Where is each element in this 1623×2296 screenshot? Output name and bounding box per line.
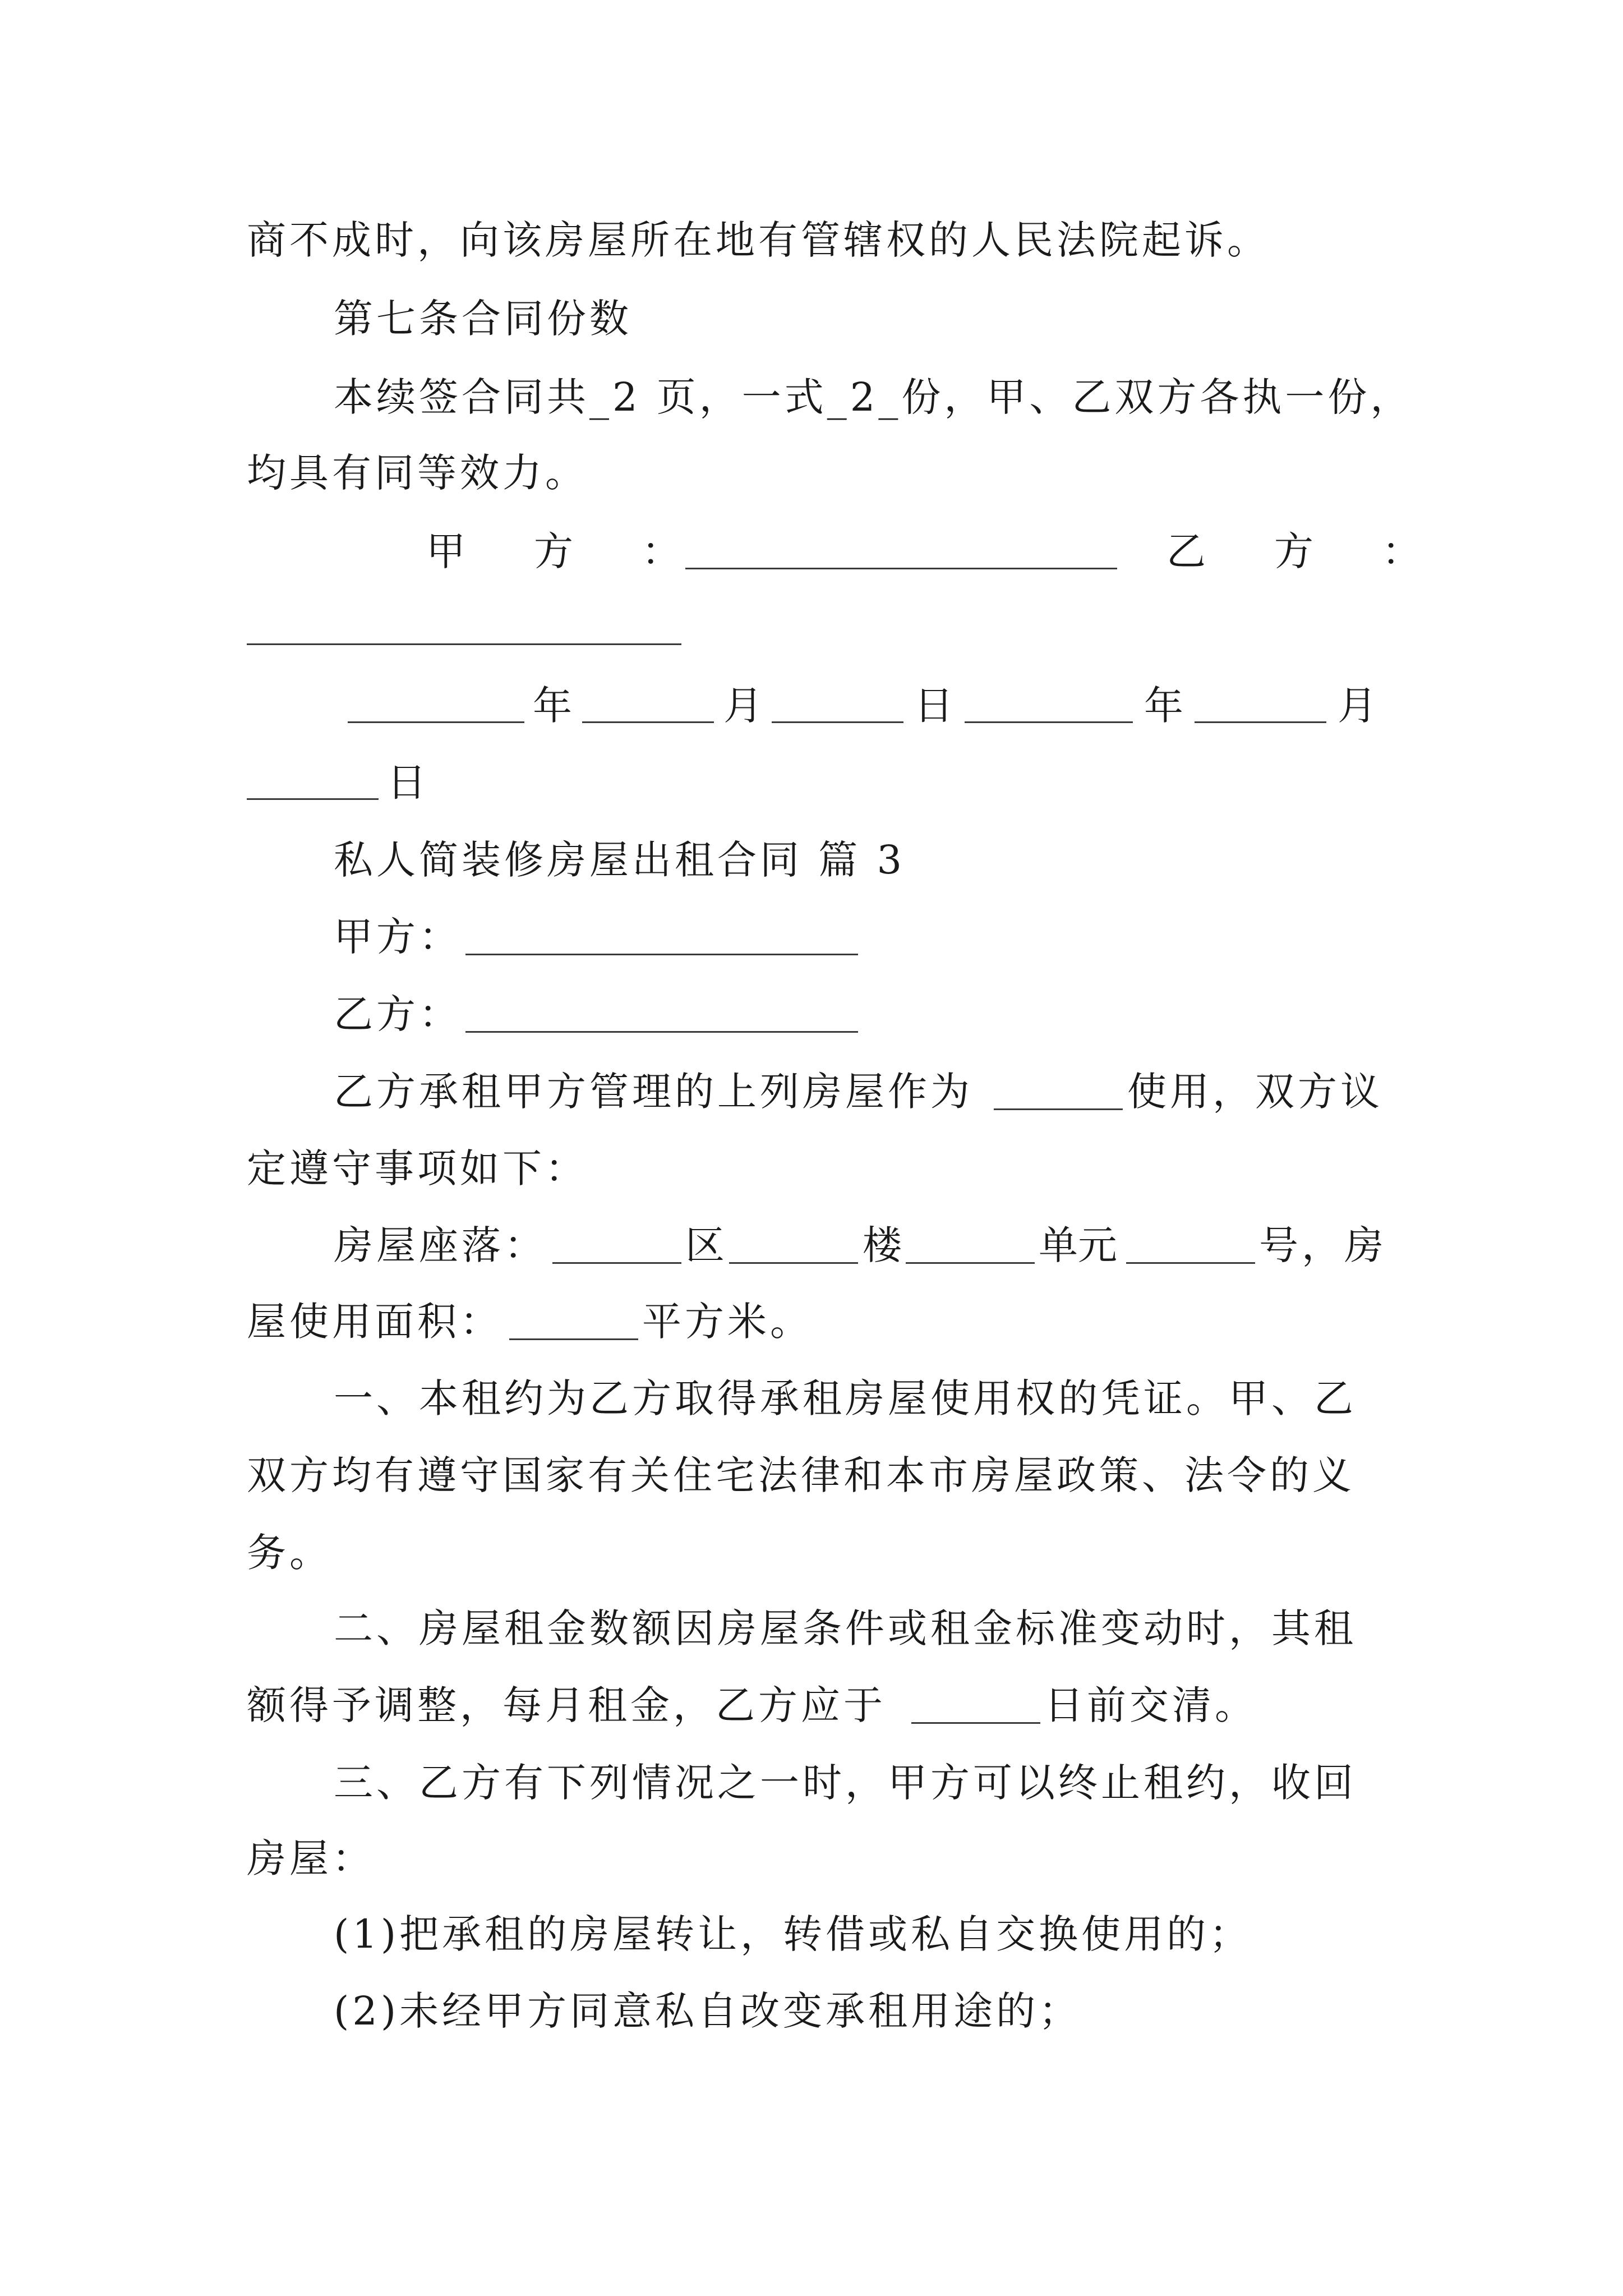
- address-label: 房屋座落：: [334, 1222, 547, 1268]
- clause-1-text: 一、本租约为乙方取得承租房屋使用权的凭证。甲、乙: [334, 1375, 1357, 1421]
- area-blank[interactable]: [509, 1338, 638, 1340]
- date-month-blank[interactable]: [582, 721, 714, 723]
- list-item: (1)把承租的房屋转让，转借或私自交换使用的；: [334, 1911, 1252, 1957]
- address-unit-blank[interactable]: [906, 1262, 1035, 1264]
- area-label: 屋使用面积：: [247, 1299, 502, 1345]
- address-district-label: 区: [685, 1222, 725, 1268]
- clause-3-text: 三、乙方有下列情况之一时，甲方可以终止租约，收回: [334, 1760, 1357, 1806]
- date-day-label: 日: [914, 683, 953, 729]
- clause-1-text: 务。: [247, 1530, 332, 1576]
- clause-2-text: 额得予调整，每月租金，乙方应于: [247, 1682, 886, 1728]
- area-unit-label: 平方米。: [642, 1299, 813, 1345]
- text-line: 本续签合同共_2 页，一式_2_份，甲、乙双方各执一份，: [334, 374, 1413, 420]
- address-number-blank[interactable]: [1126, 1262, 1255, 1264]
- signature-party-b-label: 乙 方 ：: [1166, 528, 1436, 574]
- signature-party-a-label: 甲 方 ：: [426, 528, 695, 574]
- text-line: 商不成时，向该房屋所在地有管辖权的人民法院起诉。: [247, 217, 1270, 263]
- section-title: 私人简装修房屋出租合同 篇 3: [334, 837, 906, 883]
- clause-2-text: 日前交清。: [1044, 1682, 1257, 1728]
- address-building-blank[interactable]: [729, 1262, 858, 1264]
- use-paragraph-text-2: 使用，双方议: [1127, 1069, 1383, 1115]
- clause-3-text: 房屋：: [247, 1835, 375, 1881]
- use-paragraph-text: 乙方承租甲方管理的上列房屋作为: [334, 1069, 973, 1115]
- party-b-blank[interactable]: [465, 1031, 858, 1033]
- date-year-label: 年: [533, 683, 572, 729]
- party-a-blank[interactable]: [465, 954, 858, 955]
- date-day-label-2: 日: [387, 760, 426, 806]
- date-month-label: 月: [723, 683, 763, 729]
- party-b-label: 乙方：: [334, 991, 462, 1037]
- use-purpose-blank[interactable]: [994, 1108, 1123, 1110]
- date-month-blank-2[interactable]: [1195, 721, 1326, 723]
- text-line: 均具有同等效力。: [247, 450, 588, 496]
- address-district-blank[interactable]: [552, 1262, 681, 1264]
- text-line: 定遵守事项如下：: [247, 1145, 588, 1191]
- rent-due-day-blank[interactable]: [911, 1722, 1040, 1724]
- clause-1-text: 双方均有遵守国家有关住宅法律和本市房屋政策、法令的义: [247, 1452, 1355, 1498]
- date-day-blank-2[interactable]: [247, 798, 379, 800]
- signature-party-a-blank[interactable]: [685, 568, 1117, 569]
- article-heading: 第七条合同份数: [334, 296, 632, 342]
- date-day-blank[interactable]: [772, 721, 903, 723]
- address-number-label: 号，房: [1259, 1222, 1387, 1268]
- date-year-blank-2[interactable]: [965, 721, 1133, 723]
- clause-2-text: 二、房屋租金数额因房屋条件或租金标准变动时，其租: [334, 1605, 1357, 1651]
- list-item: (2)未经甲方同意私自改变承租用途的；: [334, 1988, 1082, 2034]
- party-a-label: 甲方：: [334, 914, 462, 960]
- date-month-label-2: 月: [1338, 683, 1377, 729]
- date-year-label-2: 年: [1144, 683, 1183, 729]
- signature-party-b-blank[interactable]: [247, 643, 681, 645]
- address-unit-label: 单元: [1039, 1222, 1117, 1268]
- date-year-blank[interactable]: [348, 721, 524, 723]
- address-building-label: 楼: [863, 1222, 902, 1268]
